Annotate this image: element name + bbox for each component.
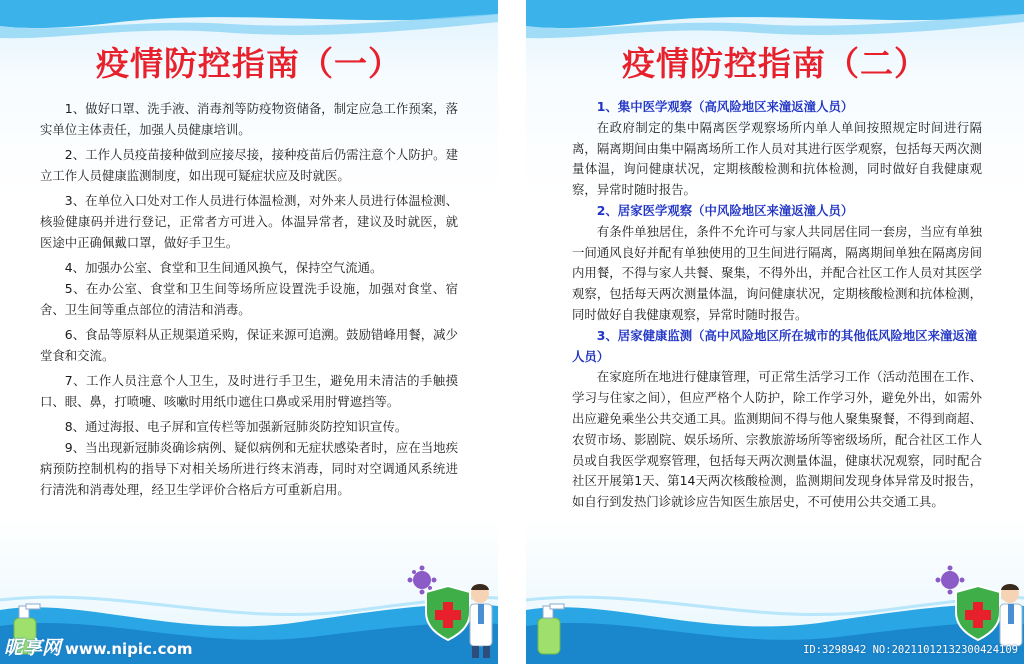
section-text: 有条件单独居住，条件不允许可与家人共同居住同一套房，当应有单独一间通风良好并配有单独使用的卫生间进行隔离，隔离期间单独在隔离房间内用餐，不得与家人共餐、聚集，不得外出，并配合社区工作人员对其医学观察，包括每天两次测量体温，询问健康状况，定期核酸检测和抗体检测，同时做好自我健康观察，异常时随时报告。 <box>572 223 982 322</box>
section-text: 在家庭所在地进行健康管理，可正常生活学习工作（活动范围在工作、学习与住家之间），但应严格个人防护，除工作学习外，避免外出，如需外出应避免乘坐公共交通工具。监测期间不得与他人聚集聚餐，不得到商超、农贸市场、影剧院、娱乐场所、宗教旅游场所等密级场所，配合社区工作人员或自我医学观察管理，包括每天两次测量体温，健康状况观察，同时配合社区开展第1天、第14天两次核酸检测，监测期间发现身体异常及时报告，如自行到发热门诊就诊应告知医生旅居史，不可使用公共交通工具。 <box>572 369 982 510</box>
shield-cross-icon <box>956 586 1000 640</box>
watermark-url: www.nipic.com <box>65 640 193 658</box>
guide-text <box>572 97 982 513</box>
watermark <box>4 633 192 660</box>
page-title: 疫情防控指南（二） <box>622 44 928 83</box>
image-id-tag: ID:3298942 NO:20211012132300424109 <box>803 644 1018 656</box>
guide-item: 4、加强办公室、食堂和卫生间通风换气，保持空气流通。 <box>64 260 383 275</box>
guide-panel-two <box>526 0 1024 664</box>
guide-item: 5、在办公室、食堂和卫生间等场所应设置洗手设施，加强对食堂、宿舍、卫生间等重点部位的清洁和消毒。 <box>40 281 458 317</box>
guide-item: 3、在单位入口处对工作人员进行体温检测，对外来人员进行体温检测、核验健康码并进行登记，正常者方可进入。体温异常者，建议及时就医，就医途中正确佩戴口罩，做好手卫生。 <box>40 193 458 250</box>
guide-item: 9、当出现新冠肺炎确诊病例、疑似病例和无症状感染者时，应在当地疾病预防控制机构的指导下对相关场所进行终末消毒，同时对空调通风系统进行清洗和消毒处理，经卫生学评价合格后方可重新启用。 <box>40 440 458 497</box>
guide-item: 2、工作人员疫苗接种做到应接尽接，接种疫苗后仍需注意个人防护。建立工作人员健康监测制度，如出现可疑症状应及时就医。 <box>40 147 458 183</box>
page-title: 疫情防控指南（一） <box>96 44 402 83</box>
guide-text <box>40 98 458 500</box>
guide-item: 7、工作人员注意个人卫生，及时进行手卫生，避免用未清洁的手触摸口、眼、鼻，打喷嚏、咳嗽时用纸巾遮住口鼻或采用肘臂遮挡等。 <box>40 373 458 409</box>
guide-item: 6、食品等原料从正规渠道采购，保证来源可追溯。鼓励错峰用餐，减少堂食和交流。 <box>40 327 458 363</box>
spray-bottle-icon <box>532 598 568 658</box>
watermark-logo: 昵享网 <box>4 637 62 659</box>
section-heading: 1、集中医学观察（高风险地区来潼返潼人员） <box>596 99 854 114</box>
doctor-illustration <box>396 560 496 660</box>
guide-item: 8、通过海报、电子屏和宣传栏等加强新冠肺炎防控知识宣传。 <box>64 419 408 434</box>
section-text: 在政府制定的集中隔离医学观察场所内单人单间按照规定时间进行隔离，隔离期间由集中隔离场所工作人员对其进行医学观察，包括每天两次测量体温，询问健康状况，定期核酸检测和抗体检测，同时做好自我健康观察，异常时随时报告。 <box>572 119 982 198</box>
shield-cross-icon <box>426 586 470 640</box>
section-heading: 2、居家医学观察（中风险地区来潼返潼人员） <box>596 202 854 218</box>
guide-item: 1、做好口罩、洗手液、消毒剂等防疫物资储备，制定应急工作预案，落实单位主体责任，加强人员健康培训。 <box>40 101 458 137</box>
guide-panel-one <box>0 0 498 664</box>
section-heading: 3、居家健康监测（高中风险地区所在城市的其他低风险地区来潼返潼人员） <box>572 327 978 364</box>
